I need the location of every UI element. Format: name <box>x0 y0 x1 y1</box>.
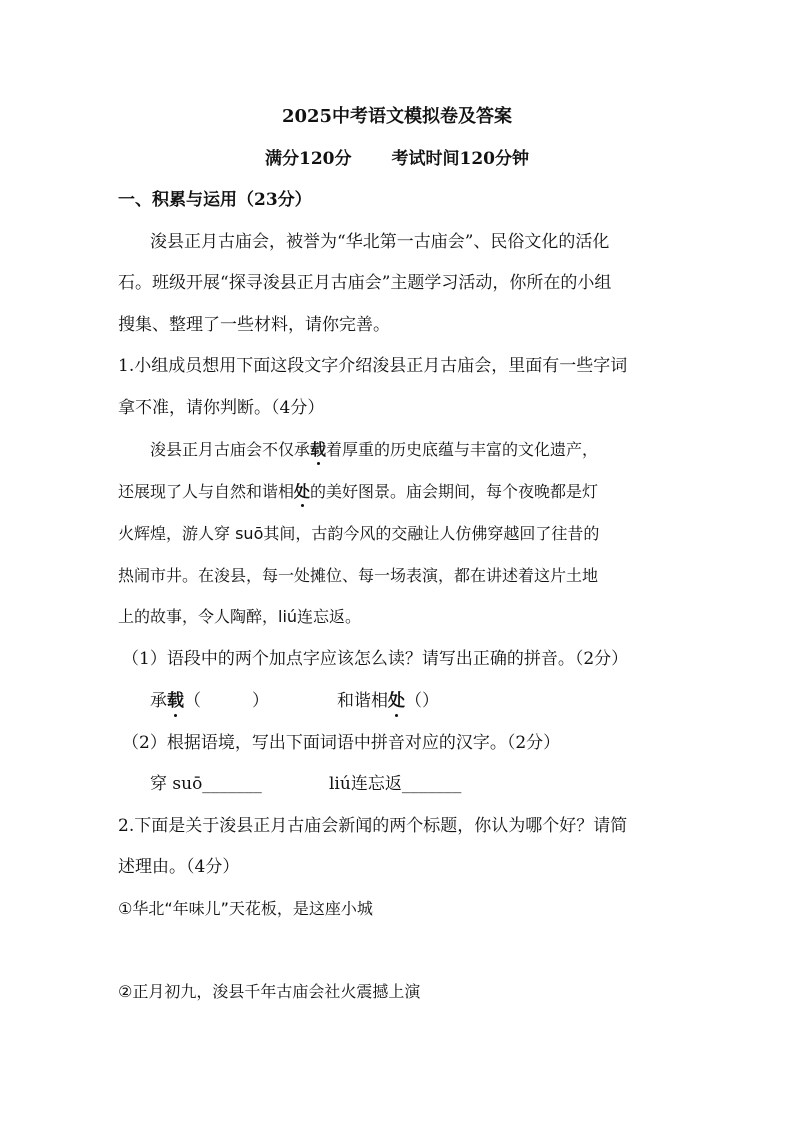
passage-text: 还展现了人与自然和谐相 <box>118 482 295 501</box>
exam-duration: 考试时间120分钟 <box>391 149 529 169</box>
passage-line-2 <box>118 481 598 503</box>
intro-line-2: 石。班级开展“探寻浚县正月古庙会”主题学习活动，你所在的小组 <box>118 273 612 293</box>
pinyin-blank-zai[interactable]: （ ） <box>184 691 269 711</box>
passage-line-4: 热闹市井。在浚县，每一处摊位、每一场表演，都在讲述着这片土地 <box>118 566 599 585</box>
intro-line-3: 搜集、整理了一些材料，请你完善。 <box>118 315 390 335</box>
q2-stem-line-2: 述理由。（4分） <box>118 857 240 877</box>
q1-sub1-question: （1）语段中的两个加点字应该怎么读？请写出正确的拼音。（2分） <box>122 649 629 669</box>
passage-line-1 <box>150 439 598 461</box>
q2-option-1: ①华北“年味儿”天花板，是这座小城 <box>118 899 373 918</box>
exam-meta <box>0 148 794 170</box>
pinyin-blank-chu[interactable]: （） <box>405 691 439 711</box>
passage-line-3: 火辉煌，游人穿 suō其间，古韵今风的交融让人仿佛穿越回了往昔的 <box>118 524 600 543</box>
q1-sub1-answer-b <box>337 690 439 712</box>
q1-stem-line-1: 1.小组成员想用下面这段文字介绍浚县正月古庙会，里面有一些字词 <box>118 356 628 376</box>
q1-stem-line-2: 拿不准，请你判断。（4分） <box>118 398 325 418</box>
dotted-char-zai: 载 <box>167 691 184 711</box>
passage-text: 着厚重的历史底蕴与丰富的文化遗产， <box>326 440 599 459</box>
q2-stem-line-1: 2.下面是关于浚县正月古庙会新闻的两个标题，你认为哪个好？请简 <box>118 816 628 836</box>
passage-text: 的美好图景。庙会期间，每个夜晚都是灯 <box>310 482 599 501</box>
passage-line-5: 上的故事，令人陶醉，liú连忘返。 <box>118 607 362 626</box>
passage-text: 浚县正月古庙会不仅承 <box>150 440 311 459</box>
q1-sub1-answer-a <box>150 690 269 712</box>
q1-sub2-answer-a[interactable]: 穿 suō_______ <box>150 774 262 794</box>
dotted-char-chu: 处 <box>388 691 405 711</box>
answer-label: 和谐相 <box>337 691 388 711</box>
section-heading: 一、积累与运用（23分） <box>118 190 312 210</box>
exam-title: 2025中考语文模拟卷及答案 <box>281 106 513 127</box>
q1-sub2-answer-b[interactable]: liú连忘返_______ <box>329 774 462 794</box>
dotted-char-chu: 处 <box>294 482 311 501</box>
answer-label: 承 <box>150 691 167 711</box>
dotted-char-zai: 载 <box>310 440 327 459</box>
intro-line-1: 浚县正月古庙会，被誉为“华北第一古庙会”、民俗文化的活化 <box>150 232 610 252</box>
full-score: 满分120分 <box>265 149 352 169</box>
q2-option-2: ②正月初九，浚县千年古庙会社火震撼上演 <box>118 982 421 1001</box>
q1-sub2-question: （2）根据语境，写出下面词语中拼音对应的汉字。（2分） <box>122 733 561 753</box>
